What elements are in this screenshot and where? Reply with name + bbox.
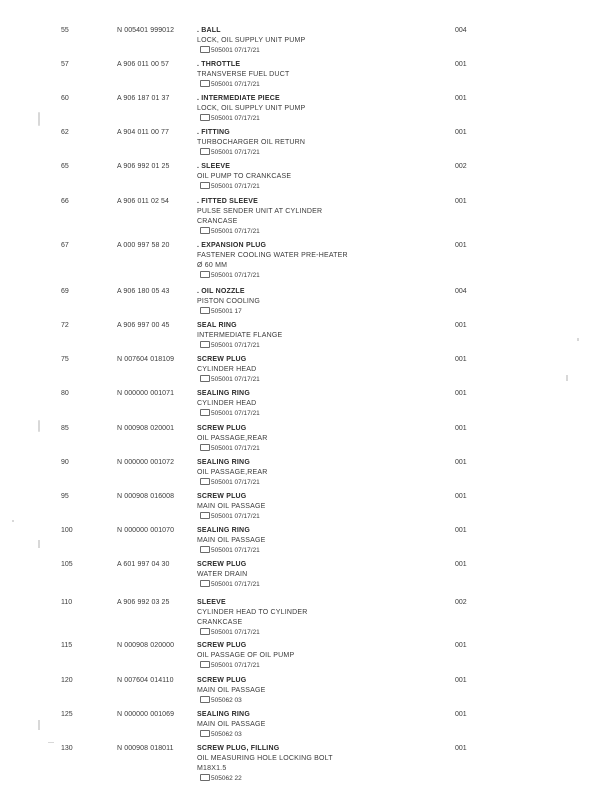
- part-number: A 601 997 04 30: [117, 561, 170, 568]
- quantity: 001: [455, 322, 467, 329]
- part-number: A 904 011 00 77: [117, 129, 169, 136]
- item-position: 66: [61, 198, 69, 205]
- quantity: 001: [455, 95, 467, 102]
- note-code: 505001 07/17/21: [211, 115, 260, 122]
- note-code: 505001 17: [211, 308, 242, 315]
- part-description: [197, 676, 427, 706]
- part-detail: OIL PASSAGE,REAR: [197, 435, 268, 442]
- note-icon[interactable]: [200, 80, 210, 87]
- note-code: 505001 07/17/21: [211, 513, 260, 520]
- part-detail: MAIN OIL PASSAGE: [197, 503, 266, 510]
- note-icon[interactable]: [200, 546, 210, 553]
- note-icon[interactable]: [200, 444, 210, 451]
- part-name: SCREW PLUG: [197, 677, 247, 684]
- note-code: 505001 07/17/21: [211, 183, 260, 190]
- part-detail: TRANSVERSE FUEL DUCT: [197, 71, 290, 78]
- item-position: 100: [61, 527, 73, 534]
- part-detail: CYLINDER HEAD: [197, 366, 257, 373]
- quantity: 001: [455, 527, 467, 534]
- note-code: 505001 07/17/21: [211, 228, 260, 235]
- part-description: [197, 598, 427, 638]
- quantity: 001: [455, 459, 467, 466]
- part-detail: CYLINDER HEAD: [197, 400, 257, 407]
- quantity: 001: [455, 711, 467, 718]
- code-note[interactable]: [197, 546, 427, 556]
- note-icon[interactable]: [200, 478, 210, 485]
- part-detail: MAIN OIL PASSAGE: [197, 721, 266, 728]
- part-name: . EXPANSION PLUG: [197, 242, 267, 249]
- code-note[interactable]: [197, 375, 427, 385]
- code-note[interactable]: [197, 271, 427, 281]
- quantity: 001: [455, 677, 467, 684]
- part-number: A 000 997 58 20: [117, 242, 170, 249]
- part-detail: M18X1.5: [197, 765, 227, 772]
- quantity: 004: [455, 288, 467, 295]
- part-name: SCREW PLUG: [197, 356, 247, 363]
- quantity: 002: [455, 163, 467, 170]
- part-description: [197, 526, 427, 556]
- note-icon[interactable]: [200, 182, 210, 189]
- note-code: 505001 07/17/21: [211, 376, 260, 383]
- item-position: 125: [61, 711, 73, 718]
- note-icon[interactable]: [200, 375, 210, 382]
- note-code: 505001 07/17/21: [211, 662, 260, 669]
- quantity: 001: [455, 356, 467, 363]
- part-number: N 000908 020000: [117, 642, 175, 649]
- part-name: SCREW PLUG: [197, 425, 247, 432]
- code-note[interactable]: [197, 148, 427, 158]
- item-position: 130: [61, 745, 73, 752]
- note-icon[interactable]: [200, 148, 210, 155]
- part-name: SLEEVE: [197, 599, 226, 606]
- note-code: 505001 07/17/21: [211, 272, 260, 279]
- part-detail: OIL MEASURING HOLE LOCKING BOLT: [197, 755, 333, 762]
- part-number: N 000908 018011: [117, 745, 174, 752]
- note-icon[interactable]: [200, 696, 210, 703]
- quantity: 001: [455, 242, 467, 249]
- part-description: [197, 560, 427, 590]
- part-detail: INTERMEDIATE FLANGE: [197, 332, 283, 339]
- part-description: [197, 60, 427, 90]
- note-icon[interactable]: [200, 628, 210, 635]
- note-code: 505001 07/17/21: [211, 629, 260, 636]
- part-detail: OIL PASSAGE,REAR: [197, 469, 268, 476]
- part-number: A 906 180 05 43: [117, 288, 170, 295]
- part-detail: LOCK, OIL SUPPLY UNIT PUMP: [197, 105, 306, 112]
- quantity: 001: [455, 390, 467, 397]
- part-name: SEALING RING: [197, 390, 250, 397]
- item-position: 75: [61, 356, 69, 363]
- code-note[interactable]: [197, 730, 427, 740]
- part-detail: CYLINDER HEAD TO CYLINDER: [197, 609, 308, 616]
- part-number: N 000000 001071: [117, 390, 175, 397]
- note-code: 505001 07/17/21: [211, 479, 260, 486]
- item-position: 72: [61, 322, 69, 329]
- note-icon[interactable]: [200, 227, 210, 234]
- part-description: [197, 162, 427, 192]
- part-name: . INTERMEDIATE PIECE: [197, 95, 280, 102]
- part-description: [197, 710, 427, 740]
- item-position: 62: [61, 129, 69, 136]
- code-note[interactable]: [197, 580, 427, 590]
- code-note[interactable]: [197, 444, 427, 454]
- quantity: 004: [455, 27, 467, 34]
- note-icon[interactable]: [200, 271, 210, 278]
- note-code: 505001 07/17/21: [211, 81, 260, 88]
- part-name: . FITTED SLEEVE: [197, 198, 258, 205]
- item-position: 105: [61, 561, 73, 568]
- part-name: . BALL: [197, 27, 221, 34]
- part-name: . SLEEVE: [197, 163, 231, 170]
- code-note[interactable]: [197, 227, 427, 237]
- item-position: 115: [61, 642, 73, 649]
- part-number: N 007604 014110: [117, 677, 174, 684]
- code-note[interactable]: [197, 114, 427, 124]
- code-note[interactable]: [197, 478, 427, 488]
- note-code: 505001 07/17/21: [211, 149, 260, 156]
- quantity: 001: [455, 198, 467, 205]
- item-position: 95: [61, 493, 69, 500]
- part-detail: TURBOCHARGER OIL RETURN: [197, 139, 306, 146]
- code-note[interactable]: [197, 696, 427, 706]
- part-number: N 005401 999012: [117, 27, 175, 34]
- part-description: [197, 26, 427, 56]
- part-number: A 906 992 01 25: [117, 163, 170, 170]
- part-detail: MAIN OIL PASSAGE: [197, 537, 266, 544]
- part-number: N 000000 001070: [117, 527, 175, 534]
- note-icon[interactable]: [200, 774, 210, 781]
- quantity: 001: [455, 745, 467, 752]
- part-description: [197, 94, 427, 124]
- quantity: 001: [455, 61, 467, 68]
- part-detail: LOCK, OIL SUPPLY UNIT PUMP: [197, 37, 306, 44]
- part-description: [197, 744, 427, 784]
- note-code: 505062 22: [211, 775, 242, 782]
- part-name: . OIL NOZZLE: [197, 288, 245, 295]
- code-note[interactable]: [197, 46, 427, 56]
- part-name: . FITTING: [197, 129, 230, 136]
- part-description: [197, 197, 427, 237]
- part-number: N 000000 001069: [117, 711, 175, 718]
- note-code: 505001 07/17/21: [211, 547, 260, 554]
- code-note[interactable]: [197, 409, 427, 419]
- code-note[interactable]: [197, 774, 427, 784]
- note-code: 505001 07/17/21: [211, 445, 260, 452]
- part-description: [197, 321, 427, 351]
- part-number: N 000908 020001: [117, 425, 175, 432]
- part-detail: CRANCASE: [197, 218, 238, 225]
- item-position: 55: [61, 27, 69, 34]
- part-number: A 906 187 01 37: [117, 95, 170, 102]
- part-description: [197, 287, 427, 317]
- quantity: 001: [455, 129, 467, 136]
- note-icon[interactable]: [200, 46, 210, 53]
- quantity: 002: [455, 599, 467, 606]
- part-detail: OIL PUMP TO CRANKCASE: [197, 173, 292, 180]
- code-note[interactable]: [197, 307, 427, 317]
- part-description: [197, 424, 427, 454]
- quantity: 001: [455, 642, 467, 649]
- part-description: [197, 458, 427, 488]
- part-detail: WATER DRAIN: [197, 571, 248, 578]
- part-number: A 906 992 03 25: [117, 599, 170, 606]
- part-description: [197, 492, 427, 522]
- item-position: 67: [61, 242, 69, 249]
- note-code: 505001 07/17/21: [211, 342, 260, 349]
- item-position: 85: [61, 425, 69, 432]
- item-position: 65: [61, 163, 69, 170]
- part-name: SEAL RING: [197, 322, 237, 329]
- part-number: N 000908 016008: [117, 493, 175, 500]
- part-description: [197, 128, 427, 158]
- part-number: N 000000 001072: [117, 459, 175, 466]
- part-description: [197, 389, 427, 419]
- item-position: 90: [61, 459, 69, 466]
- code-note[interactable]: [197, 512, 427, 522]
- item-position: 120: [61, 677, 73, 684]
- part-name: . THROTTLE: [197, 61, 241, 68]
- part-detail: Ø 60 MM: [197, 262, 228, 269]
- part-name: SCREW PLUG: [197, 561, 247, 568]
- code-note[interactable]: [197, 661, 427, 671]
- item-position: 110: [61, 599, 73, 606]
- note-code: 505001 07/17/21: [211, 47, 260, 54]
- part-description: [197, 355, 427, 385]
- part-name: SCREW PLUG: [197, 493, 247, 500]
- quantity: 001: [455, 561, 467, 568]
- note-icon[interactable]: [200, 341, 210, 348]
- note-code: 505001 07/17/21: [211, 410, 260, 417]
- part-number: N 007604 018109: [117, 356, 175, 363]
- note-icon[interactable]: [200, 730, 210, 737]
- note-code: 505062 03: [211, 731, 242, 738]
- part-name: SCREW PLUG: [197, 642, 247, 649]
- part-detail: FASTENER COOLING WATER PRE-HEATER: [197, 252, 348, 259]
- note-icon[interactable]: [200, 409, 210, 416]
- part-detail: MAIN OIL PASSAGE: [197, 687, 266, 694]
- part-description: [197, 241, 427, 281]
- part-description: [197, 641, 427, 671]
- note-icon[interactable]: [200, 580, 210, 587]
- item-position: 80: [61, 390, 69, 397]
- part-name: SCREW PLUG, FILLING: [197, 745, 280, 752]
- part-detail: OIL PASSAGE OF OIL PUMP: [197, 652, 295, 659]
- quantity: 001: [455, 425, 467, 432]
- quantity: 001: [455, 493, 467, 500]
- code-note[interactable]: [197, 80, 427, 90]
- part-number: A 906 011 02 54: [117, 198, 169, 205]
- item-position: 60: [61, 95, 69, 102]
- part-number: A 906 997 00 45: [117, 322, 170, 329]
- note-code: 505001 07/17/21: [211, 581, 260, 588]
- note-icon[interactable]: [200, 512, 210, 519]
- code-note[interactable]: [197, 182, 427, 192]
- part-detail: PISTON COOLING: [197, 298, 260, 305]
- part-name: SEALING RING: [197, 459, 250, 466]
- code-note[interactable]: [197, 628, 427, 638]
- note-code: 505062 03: [211, 697, 242, 704]
- note-icon[interactable]: [200, 114, 210, 121]
- part-name: SEALING RING: [197, 527, 250, 534]
- note-icon[interactable]: [200, 661, 210, 668]
- item-position: 69: [61, 288, 69, 295]
- item-position: 57: [61, 61, 69, 68]
- part-number: A 906 011 00 57: [117, 61, 169, 68]
- code-note[interactable]: [197, 341, 427, 351]
- part-name: SEALING RING: [197, 711, 250, 718]
- part-detail: CRANKCASE: [197, 619, 243, 626]
- part-detail: PULSE SENDER UNIT AT CYLINDER: [197, 208, 323, 215]
- note-icon[interactable]: [200, 307, 210, 314]
